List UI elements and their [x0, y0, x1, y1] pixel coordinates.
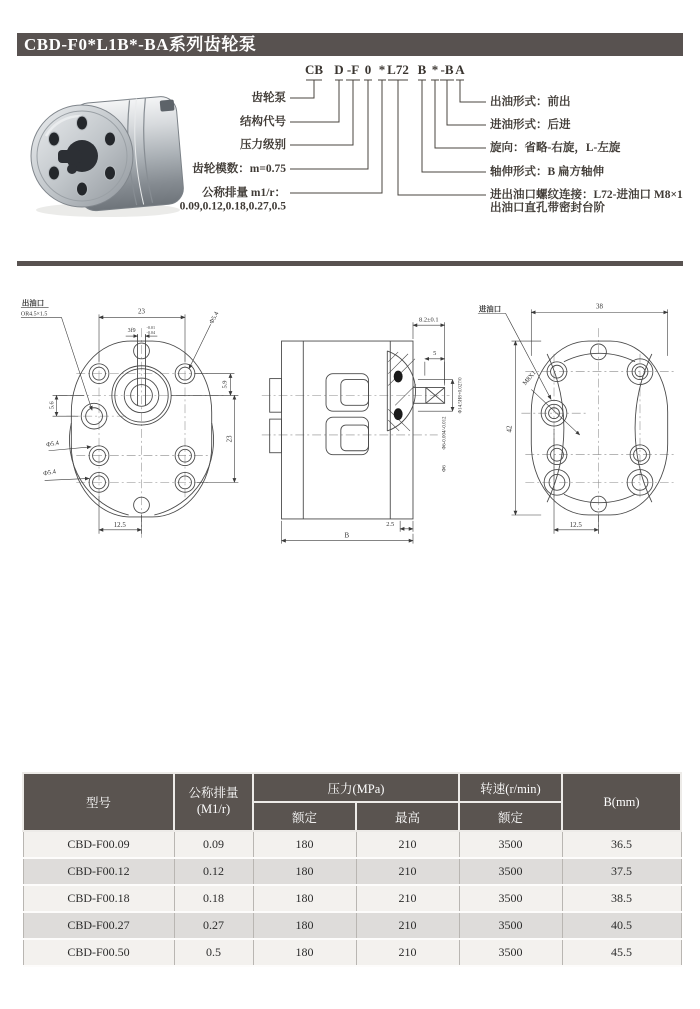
dim-b: B — [344, 532, 350, 540]
cell-rated-pressure: 180 — [253, 939, 356, 966]
technical-drawings — [15, 283, 697, 575]
model-code-token: -F — [346, 62, 360, 77]
cell-displacement: 0.5 — [174, 939, 253, 966]
col-header-speed-rated: 额定 — [459, 802, 562, 831]
table-row — [23, 939, 681, 966]
model-code-right-label: 进油形式：后进 — [490, 119, 571, 132]
section-view-body — [270, 341, 445, 519]
cell-speed: 3500 — [459, 912, 562, 939]
cell-b: 45.5 — [562, 939, 681, 966]
cell-speed: 3500 — [459, 939, 562, 966]
model-code-token: L72 — [387, 62, 409, 77]
model-code-token: D — [334, 62, 344, 77]
model-code-left-label: 齿轮泵 — [251, 92, 286, 105]
col-header-max: 最高 — [356, 802, 459, 831]
cell-rated-pressure: 180 — [253, 858, 356, 885]
model-code-left-label: 压力级别 — [240, 139, 286, 152]
cell-displacement: 0.18 — [174, 885, 253, 912]
model-code-token: A — [455, 62, 465, 77]
cell-max-pressure: 210 — [356, 831, 459, 858]
table-row — [23, 912, 681, 939]
rear-view-dimensions — [478, 303, 668, 533]
cell-displacement: 0.09 — [174, 831, 253, 858]
cell-displacement: 0.12 — [174, 858, 253, 885]
model-code-left-label: 齿轮模数：m=0.75 — [192, 163, 286, 176]
dim-top: 8.2±0.1 — [419, 316, 439, 324]
dim-right: 23 — [226, 435, 234, 443]
model-code-token: * — [378, 62, 386, 77]
model-code-right-label: 轴伸形式：B 扁方轴伸 — [490, 166, 605, 179]
col-header-rated: 额定 — [253, 802, 356, 831]
spec-table — [22, 772, 682, 967]
dim-hole-bl2: Φ5.4 — [42, 468, 57, 478]
cell-rated-pressure: 180 — [253, 885, 356, 912]
model-code-token: -B — [440, 62, 454, 77]
outlet-port-label: 出油口 — [21, 298, 45, 308]
dim-height: 42 — [506, 425, 514, 433]
rear-view-drawing — [470, 283, 697, 575]
cell-speed: 3500 — [459, 831, 562, 858]
model-code-left-label: 结构代号 — [240, 116, 286, 129]
model-code-token: CB — [304, 62, 324, 77]
cell-speed: 3500 — [459, 885, 562, 912]
model-code-token: 0 — [364, 62, 372, 77]
section-view-centerlines — [262, 395, 450, 435]
shaft-seal — [394, 408, 403, 420]
cell-model: CBD-F00.18 — [23, 885, 174, 912]
cell-b: 40.5 — [562, 912, 681, 939]
cell-max-pressure: 210 — [356, 912, 459, 939]
dim-step: 2.5 — [386, 520, 395, 528]
table-row — [23, 885, 681, 912]
dim-right-upper: 5.9 — [221, 380, 229, 389]
section-view-dimensions — [282, 316, 464, 543]
dim-hole-top-right: Φ5.4 — [208, 310, 221, 326]
cell-b: 38.5 — [562, 885, 681, 912]
dim-bottom: 12.5 — [113, 521, 126, 529]
cell-max-pressure: 210 — [356, 858, 459, 885]
dim-seal: 5 — [433, 349, 437, 357]
col-header-pressure: 压力(MPa) — [253, 773, 459, 802]
dim-bottom: 12.5 — [569, 521, 582, 529]
dim-width-top: 23 — [138, 308, 145, 316]
table-row — [23, 831, 681, 858]
col-header-b: B(mm) — [562, 773, 681, 831]
col-header-displacement-line1: 公称排量 — [188, 786, 239, 801]
flat-tol-lower: -0.04 — [146, 330, 156, 336]
model-code-right-label: 旋向：省略-右旋，L-左旋 — [490, 142, 621, 155]
cell-max-pressure: 210 — [356, 885, 459, 912]
cell-rated-pressure: 180 — [253, 831, 356, 858]
shaft-seal — [394, 371, 403, 383]
col-header-displacement-line2: (M1/r) — [196, 802, 231, 816]
model-code-diagram — [160, 58, 700, 238]
cell-b: 36.5 — [562, 831, 681, 858]
model-code-right-label: 进出油口螺纹连接：L72-进油口 M8×1 — [490, 189, 683, 202]
front-view-dimensions — [21, 297, 238, 533]
cell-model: CBD-F00.50 — [23, 939, 174, 966]
section-divider — [17, 261, 683, 266]
cell-rated-pressure: 180 — [253, 912, 356, 939]
col-header-displacement — [174, 773, 253, 831]
dim-left: 5.6 — [48, 401, 56, 410]
dim-shaft-flat: 3f9 — [127, 328, 136, 335]
cell-b: 37.5 — [562, 858, 681, 885]
dim-bore: Φ14.5H8+0.027/0 — [458, 377, 464, 414]
model-code-right-label: 出油形式：前出 — [490, 96, 571, 109]
flat-tol-upper: -0.01 — [146, 325, 156, 331]
dim-shaft-2: Φ6 — [441, 465, 448, 472]
model-code-right-label: 出油口直孔带密封台阶 — [490, 202, 605, 215]
cell-model: CBD-F00.12 — [23, 858, 174, 885]
cell-model: CBD-F00.09 — [23, 831, 174, 858]
model-code-token: B — [417, 62, 427, 77]
col-header-model: 型号 — [23, 773, 174, 831]
cell-max-pressure: 210 — [356, 939, 459, 966]
dim-hole-bl1: Φ5.4 — [45, 439, 60, 449]
pump-front-face — [31, 105, 133, 207]
page-title: CBD-F0*L1B*-BA系列齿轮泵 — [17, 33, 683, 56]
model-code-token: * — [431, 62, 439, 77]
thread-label: M8X1 — [521, 369, 538, 387]
cell-model: CBD-F00.27 — [23, 912, 174, 939]
outlet-port-spec: OR4.5×1.5 — [20, 311, 48, 318]
inlet-port-label: 进油口 — [478, 304, 501, 314]
model-code-left-label: 公称排量 m1/r： — [201, 187, 286, 200]
dim-shaft: Φ6-0.004/-0.012 — [442, 416, 448, 450]
model-code-left-label: 0.09,0.12,0.18,0.27,0.5 — [179, 200, 286, 213]
cell-speed: 3500 — [459, 858, 562, 885]
front-view-drawing — [15, 283, 242, 575]
front-view-centerlines — [58, 328, 226, 538]
col-header-speed: 转速(r/min) — [459, 773, 562, 802]
cell-displacement: 0.27 — [174, 912, 253, 939]
table-row — [23, 858, 681, 885]
dim-width: 38 — [595, 303, 603, 311]
section-view-drawing — [242, 283, 469, 575]
rear-view-body — [531, 341, 667, 515]
